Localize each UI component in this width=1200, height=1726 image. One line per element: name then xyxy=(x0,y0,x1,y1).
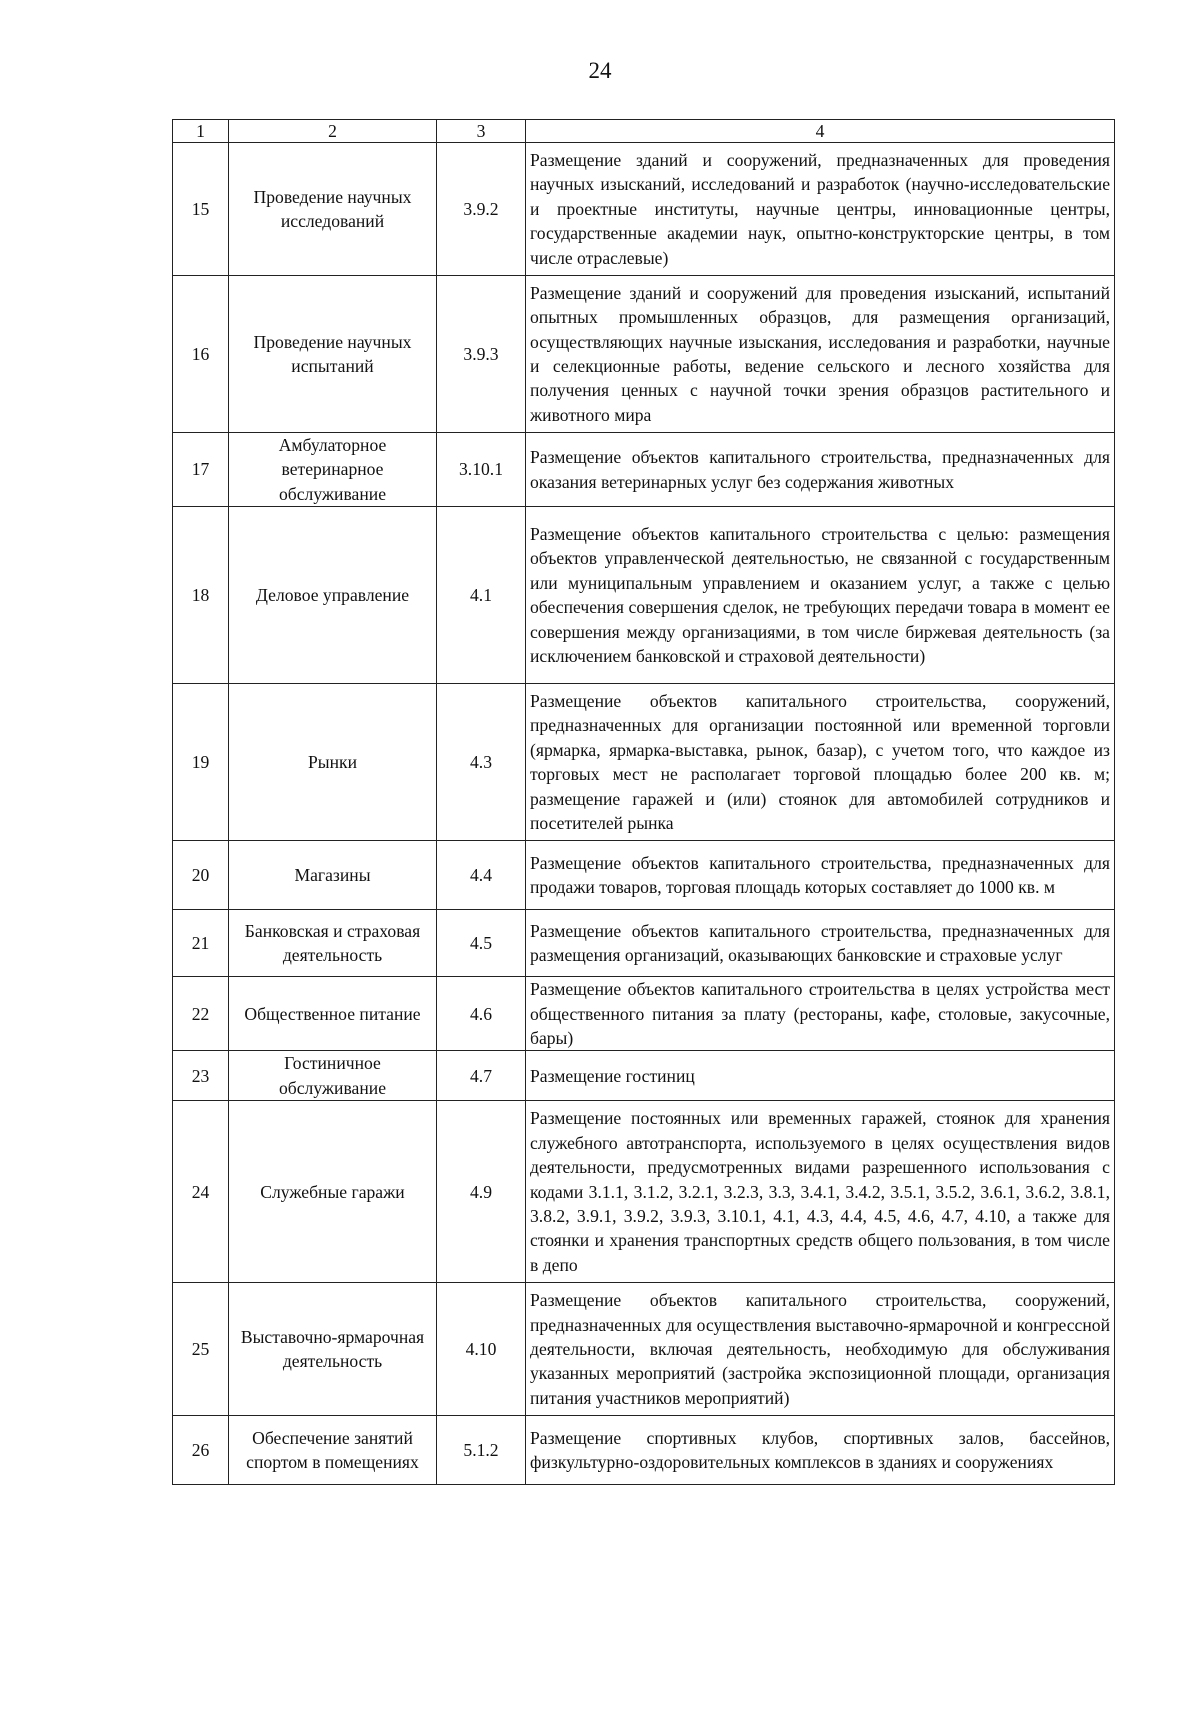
row-name: Магазины xyxy=(229,841,437,910)
table-row xyxy=(173,977,1115,1051)
table-row xyxy=(173,841,1115,910)
row-name: Банковская и страховая деятельность xyxy=(229,910,437,977)
row-number: 17 xyxy=(173,433,229,507)
row-code: 4.4 xyxy=(437,841,526,910)
row-name: Рынки xyxy=(229,684,437,841)
table-row xyxy=(173,1283,1115,1416)
table-row xyxy=(173,507,1115,684)
row-name: Деловое управление xyxy=(229,507,437,684)
row-number: 19 xyxy=(173,684,229,841)
row-name: Проведение научных испытаний xyxy=(229,276,437,433)
row-name: Проведение научных исследований xyxy=(229,143,437,276)
row-number: 26 xyxy=(173,1416,229,1485)
row-name: Гостиничное обслуживание xyxy=(229,1051,437,1101)
row-description: Размещение гостиниц xyxy=(526,1051,1115,1101)
row-code: 3.9.3 xyxy=(437,276,526,433)
row-code: 4.10 xyxy=(437,1283,526,1416)
row-description: Размещение объектов капитального строительства, предназначенных для продажи товаров, торговая площадь которых составляет до 1000 кв. м xyxy=(526,841,1115,910)
table-row xyxy=(173,910,1115,977)
page-number: 24 xyxy=(588,58,612,83)
header-cell-number: 1 xyxy=(173,120,229,143)
row-number: 15 xyxy=(173,143,229,276)
table-row xyxy=(173,276,1115,433)
table-row xyxy=(173,143,1115,276)
table-row xyxy=(173,1416,1115,1485)
table-row xyxy=(173,1051,1115,1101)
row-code: 4.3 xyxy=(437,684,526,841)
row-code: 4.5 xyxy=(437,910,526,977)
table-row xyxy=(173,433,1115,507)
row-code: 3.10.1 xyxy=(437,433,526,507)
row-description: Размещение постоянных или временных гаражей, стоянок для хранения служебного автотранспорта, используемого в целях осуществления видов деятельности, предусмотренных видами разрешенного использования с кодами 3.1.1, 3.1.2, 3.2.1, 3.2.3, 3.3, 3.4.1, 3.4.2, 3.5.1, 3.5.2, 3.6.1, 3.6.2, 3.8.1, 3.8.2, 3.9.1, 3.9.2, 3.9.3, 3.10.1, 4.1, 4.3, 4.4, 4.5, 4.6, 4.7, 4.10, а также для стоянки и хранения транспортных средств общего пользования, в том числе в депо xyxy=(526,1101,1115,1283)
row-name: Служебные гаражи xyxy=(229,1101,437,1283)
row-name: Амбулаторное ветеринарное обслуживание xyxy=(229,433,437,507)
row-number: 16 xyxy=(173,276,229,433)
row-code: 5.1.2 xyxy=(437,1416,526,1485)
row-description: Размещение объектов капитального строительства в целях устройства мест общественного питания за плату (рестораны, кафе, столовые, закусочные, бары) xyxy=(526,977,1115,1051)
table-header-row xyxy=(173,120,1115,143)
row-code: 4.7 xyxy=(437,1051,526,1101)
header-cell-code: 3 xyxy=(437,120,526,143)
row-number: 25 xyxy=(173,1283,229,1416)
header-cell-description: 4 xyxy=(526,120,1115,143)
row-description: Размещение объектов капитального строительства, предназначенных для оказания ветеринарных услуг без содержания животных xyxy=(526,433,1115,507)
row-number: 18 xyxy=(173,507,229,684)
row-description: Размещение объектов капитального строительства с целью: размещения объектов управленческой деятельностью, не связанной с государственным или муниципальным управлением и оказанием услуг, а также с целью обеспечения совершения сделок, не требующих передачи товара в момент ее совершения между организациями, в том числе биржевая деятельность (за исключением банковской и страховой деятельности) xyxy=(526,507,1115,684)
row-number: 24 xyxy=(173,1101,229,1283)
row-number: 20 xyxy=(173,841,229,910)
row-number: 23 xyxy=(173,1051,229,1101)
row-name: Общественное питание xyxy=(229,977,437,1051)
row-name: Обеспечение занятий спортом в помещениях xyxy=(229,1416,437,1485)
row-description: Размещение зданий и сооружений, предназначенных для проведения научных изысканий, исследований и разработок (научно-исследовательские и проектные институты, научные центры, инновационные центры, государственные академии наук, опытно-конструкторские центры, в том числе отраслевые) xyxy=(526,143,1115,276)
row-code: 4.9 xyxy=(437,1101,526,1283)
header-cell-name: 2 xyxy=(229,120,437,143)
row-description: Размещение объектов капитального строительства, предназначенных для размещения организаций, оказывающих банковские и страховые услуг xyxy=(526,910,1115,977)
table-row xyxy=(173,684,1115,841)
row-description: Размещение объектов капитального строительства, сооружений, предназначенных для осуществления выставочно-ярмарочной и конгрессной деятельности, включая деятельность, необходимую для обслуживания указанных мероприятий (застройка экспозиционной площади, организация питания участников мероприятий) xyxy=(526,1283,1115,1416)
row-description: Размещение зданий и сооружений для проведения изысканий, испытаний опытных промышленных образцов, для размещения организаций, осуществляющих научные изыскания, исследования и разработки, научные и селекционные работы, ведение сельского и лесного хозяйства для получения ценных с научной точки зрения образцов растительного и животного мира xyxy=(526,276,1115,433)
row-description: Размещение объектов капитального строительства, сооружений, предназначенных для организации постоянной или временной торговли (ярмарка, ярмарка-выставка, рынок, базар), с учетом того, что каждое из торговых мест не располагает торговой площадью более 200 кв. м; размещение гаражей и (или) стоянок для автомобилей сотрудников и посетителей рынка xyxy=(526,684,1115,841)
row-description: Размещение спортивных клубов, спортивных залов, бассейнов, физкультурно-оздоровительных комплексов в зданиях и сооружениях xyxy=(526,1416,1115,1485)
row-code: 4.1 xyxy=(437,507,526,684)
row-code: 4.6 xyxy=(437,977,526,1051)
land-use-table xyxy=(172,119,1115,1485)
row-name: Выставочно-ярмарочная деятельность xyxy=(229,1283,437,1416)
row-number: 21 xyxy=(173,910,229,977)
table-row xyxy=(173,1101,1115,1283)
row-code: 3.9.2 xyxy=(437,143,526,276)
row-number: 22 xyxy=(173,977,229,1051)
